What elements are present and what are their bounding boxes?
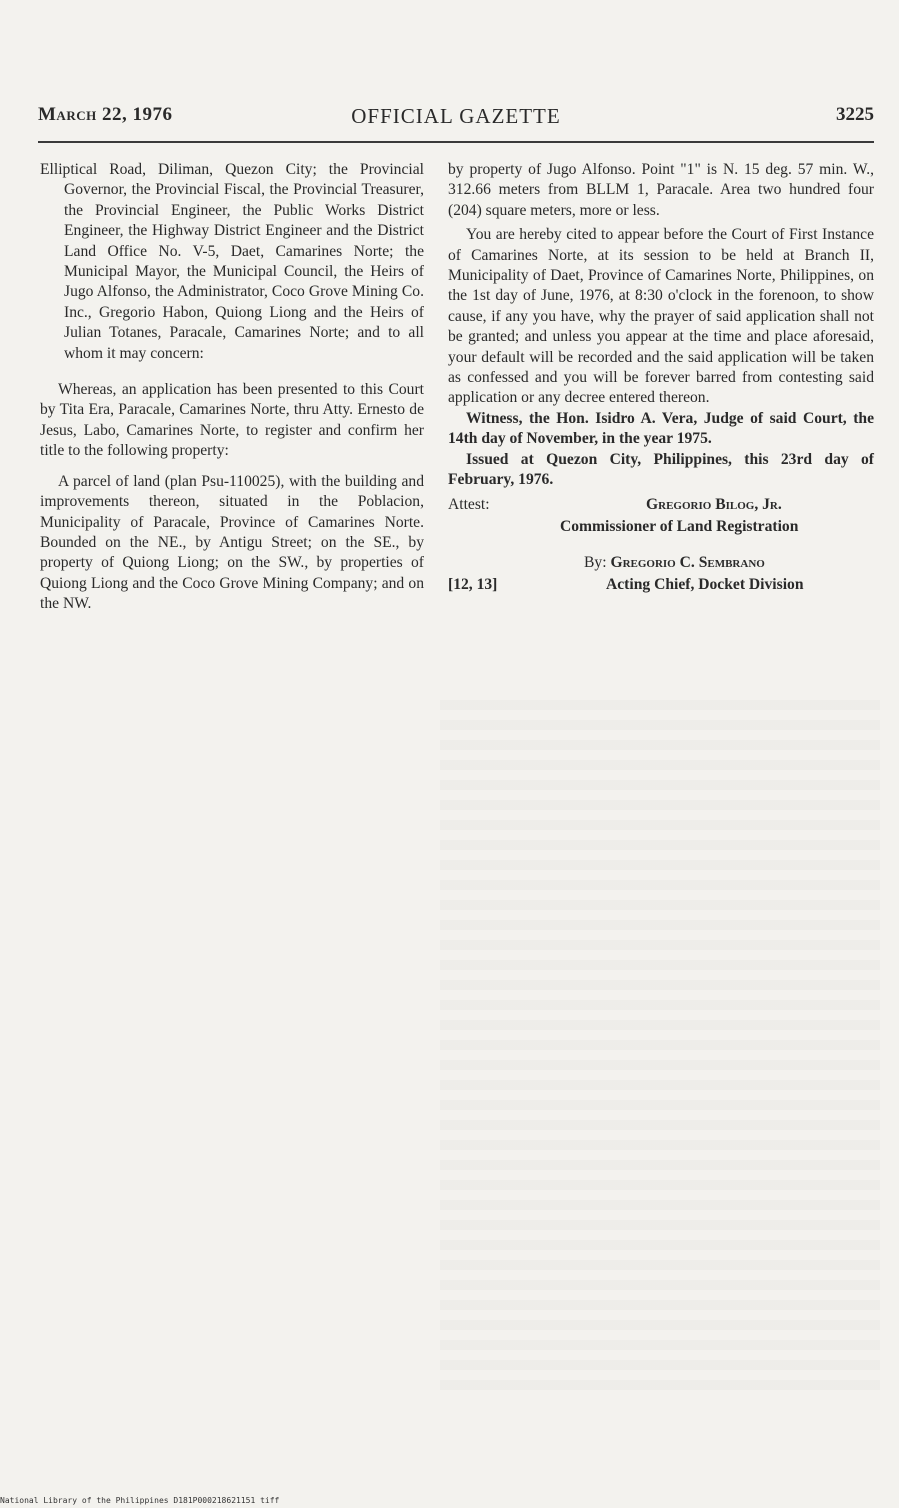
- header-title: OFFICIAL GAZETTE: [351, 104, 561, 128]
- scan-footer: National Library of the Philippines D181P000218621151 tiff: [0, 1496, 280, 1505]
- issued-paragraph: Issued at Quezon City, Philippines, this 23rd day of February, 1976.: [448, 450, 874, 489]
- attest-label: Attest:: [448, 495, 490, 513]
- attestation-block: [448, 495, 874, 597]
- whereas-paragraph: Whereas, an application has been presented to this Court by Tita Era, Paracale, Camarines Norte, thru Atty. Ernesto de Jesus, Labo, Camarines Norte, to register and confirm her title to the following property:: [40, 381, 424, 460]
- signatory-title: Commissioner of Land Registration: [560, 517, 799, 535]
- left-column: [40, 160, 424, 615]
- right-column: [448, 160, 874, 597]
- continuation-paragraph: by property of Jugo Alfonso. Point "1" is N. 15 deg. 57 min. W., 312.66 meters from BLLM 1, Paracale. Area two hundred four (204) square meters, more or less.: [448, 161, 874, 219]
- citation-paragraph: You are hereby cited to appear before the Court of First Instance of Camarines Norte, at its session to be held at Branch II, Municipality of Daet, Province of Camarines Norte, Philippines, on the 1st day of June, 1976, at 8:30 o'clock in the forenoon, to show cause, if any you have, why the prayer of said application shall not be granted; and unless you appear at the time and place aforesaid, your default will be recorded and the said application will be taken as confessed and you will be forever barred from contesting said application or any decree entered thereon.: [448, 226, 874, 407]
- page-header: [38, 104, 874, 134]
- header-rule: [38, 141, 874, 143]
- bleed-through-area: [440, 700, 880, 1400]
- by-name: Gregorio C. Sembrano: [610, 553, 765, 571]
- reference-code: [12, 13]: [448, 575, 498, 593]
- by-prefix: By:: [584, 553, 607, 571]
- reference-line: [448, 575, 874, 597]
- witness-paragraph: Witness, the Hon. Isidro A. Vera, Judge of said Court, the 14th day of November, in the year 1975.: [448, 409, 874, 448]
- by-line: [448, 553, 874, 575]
- addressees-paragraph: Elliptical Road, Diliman, Quezon City; the Provincial Governor, the Provincial Fiscal, the Provincial Treasurer, the Provincial Engineer, the Public Works District Engineer, the Highway District Engineer and the District Land Office No. V-5, Daet, Camarines Norte; the Municipal Mayor, the Municipal Council, the Heirs of Jugo Alfonso, the Administrator, Coco Grove Mining Co. Inc., Gregorio Habon, Quiong Liong and the Heirs of Julian Totanes, Paracale, Camarines Norte; and to all whom it may concern:: [40, 161, 424, 362]
- signatory-name: Gregorio Bilog, Jr.: [646, 495, 782, 513]
- header-page-number: 3225: [836, 104, 874, 125]
- parcel-paragraph: A parcel of land (plan Psu-110025), with the building and improvements thereon, situated in the Poblacion, Municipality of Paracale, Province of Camarines Norte. Bounded on the NE., by Antigu Street; on the SE., by property of Quiong Liong; on the SW., by properties of Quiong Liong and the Coco Grove Mining Company; and on the NW.: [40, 472, 424, 613]
- by-title: Acting Chief, Docket Division: [606, 575, 804, 593]
- header-date: March 22, 1976: [38, 104, 173, 125]
